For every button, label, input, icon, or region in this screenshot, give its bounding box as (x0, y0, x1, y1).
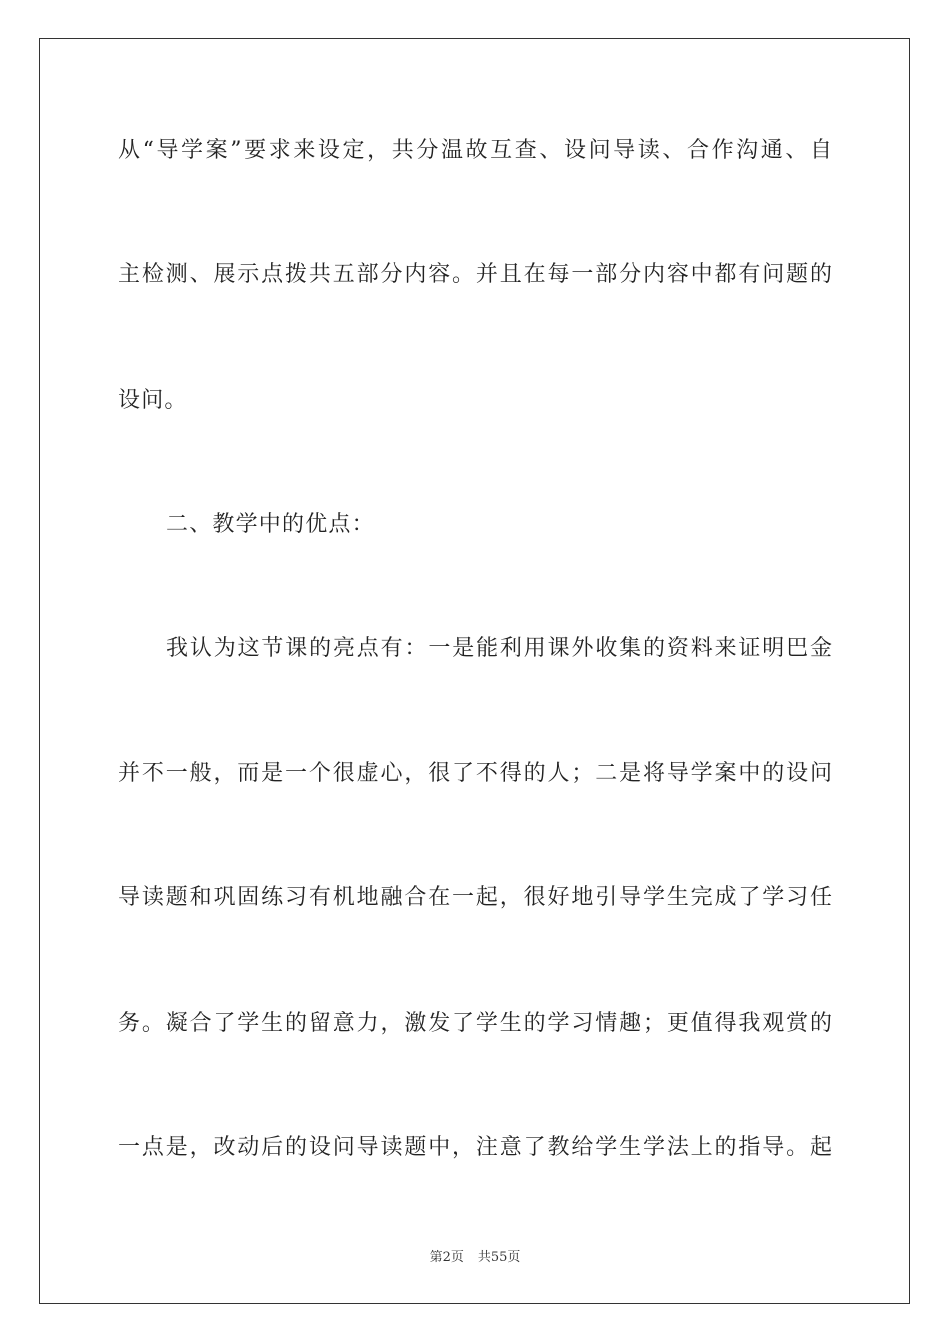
paragraph-line: 并不一般，而是一个很虚心，很了不得的人；二是将导学案中的设问 (118, 761, 832, 786)
paragraph-line: 主检测、展示点拨共五部分内容。并且在每一部分内容中都有问题的 (118, 262, 832, 287)
paragraph-line: 设问。 (118, 388, 188, 413)
paragraph-line: 务。凝合了学生的留意力，激发了学生的学习情趣；更值得我观赏的 (118, 1011, 832, 1036)
paragraph-line: 我认为这节课的亮点有：一是能利用课外收集的资料来证明巴金 (166, 636, 832, 661)
page-total: 共55页 (477, 1250, 521, 1265)
page-footer (0, 1246, 950, 1265)
paragraph-line: 从“导学案”要求来设定，共分温故互查、设问导读、合作沟通、自 (118, 138, 832, 163)
paragraph-line: 一点是，改动后的设问导读题中，注意了教给学生学法上的指导。起 (118, 1135, 832, 1160)
page-number: 第2页 (429, 1250, 464, 1265)
page-border (39, 38, 910, 1304)
paragraph-line: 导读题和巩固练习有机地融合在一起，很好地引导学生完成了学习任 (118, 885, 832, 910)
section-heading: 二、教学中的优点： (166, 512, 375, 537)
